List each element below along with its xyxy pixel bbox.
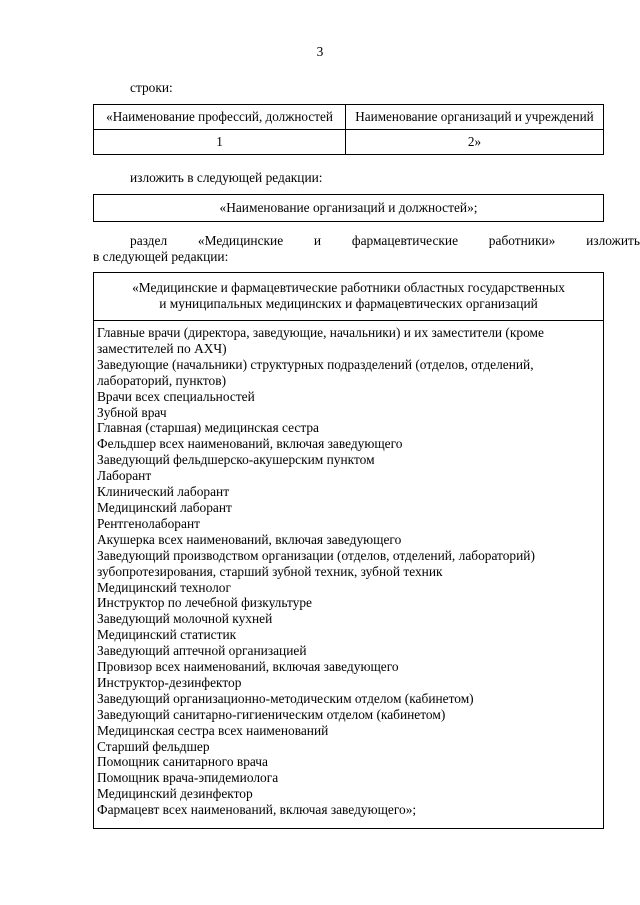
section-title-line2: и муниципальных медицинских и фармацевтических организаций xyxy=(159,296,538,311)
table-cell: 2» xyxy=(346,130,604,155)
list-item: Главные врачи (директора, заведующие, начальники) и их заместители (кроме xyxy=(97,325,544,340)
section-title xyxy=(94,273,603,321)
list-item: Акушерка всех наименований, включая заведующего xyxy=(97,531,402,547)
table-row xyxy=(94,130,604,155)
list-item: Рентгенолаборант xyxy=(97,515,200,531)
section-table xyxy=(93,272,604,829)
list-item: Заведующий аптечной организацией xyxy=(97,643,307,659)
list-item: Заведующий молочной кухней xyxy=(97,611,273,627)
list-item: Клинический лаборант xyxy=(97,484,230,500)
list-item: Фельдшер всех наименований, включая заведующего xyxy=(97,436,403,452)
list-item: Медицинский технолог xyxy=(97,579,231,595)
section-text-line1: раздел «Медицинские и фармацевтические работники» изложить xyxy=(130,233,640,248)
list-item: Медицинский статистик xyxy=(97,627,237,643)
table-header-cell: Наименование организаций и учреждений xyxy=(346,105,604,130)
list-item: Медицинский дезинфектор xyxy=(97,786,253,802)
list-item: Заведующий производством организации (отделов, отделений, лабораторий) xyxy=(97,547,535,563)
list-item: Помощник врача-эпидемиолога xyxy=(97,770,279,786)
list-item: Медицинский лаборант xyxy=(97,499,232,515)
list-item: Лаборант xyxy=(97,468,152,484)
old-table xyxy=(93,104,604,155)
section-text-line2: в следующей редакции: xyxy=(93,249,229,264)
list-item: Старший фельдшер xyxy=(97,738,210,754)
table-header-row xyxy=(94,105,604,130)
table-header-cell: «Наименование профессий, должностей xyxy=(94,105,346,130)
positions-list xyxy=(94,321,603,818)
list-item: Медицинская сестра всех наименований xyxy=(97,722,329,738)
list-item: Инструктор по лечебной физкультуре xyxy=(97,595,312,611)
list-item: Заведующий санитарно-гигиеническим отделом (кабинетом) xyxy=(97,706,446,722)
list-item: Зубной врач xyxy=(97,404,167,420)
replace-text: изложить в следующей редакции: xyxy=(130,170,323,185)
list-item: Провизор всех наименований, включая заведующего xyxy=(97,659,399,675)
new-table-header: «Наименование организаций и должностей»; xyxy=(93,194,604,222)
list-item: Врачи всех специальностей xyxy=(97,388,255,404)
list-item: Заведующий организационно-методическим отделом (кабинетом) xyxy=(97,690,474,706)
list-item: Заведующий фельдшерско-акушерским пунктом xyxy=(97,452,375,468)
section-title-line1: «Медицинские и фармацевтические работники областных государственных xyxy=(132,280,565,295)
list-item: Помощник санитарного врача xyxy=(97,754,268,770)
list-item: Главная (старшая) медицинская сестра xyxy=(97,420,319,436)
list-item: лабораторий, пунктов) xyxy=(97,372,227,388)
list-item: заместителей по АХЧ) xyxy=(97,340,227,356)
list-item: Фармацевт всех наименований, включая заведующего»; xyxy=(97,802,417,818)
page-number: 3 xyxy=(316,44,324,59)
list-item: зубопротезирования, старший зубной техник, зубной техник xyxy=(97,563,443,579)
intro-text: строки: xyxy=(130,80,173,95)
table-cell: 1 xyxy=(94,130,346,155)
list-item: Инструктор-дезинфектор xyxy=(97,674,242,690)
list-item: Заведующие (начальники) структурных подразделений (отделов, отделений, xyxy=(97,356,534,372)
